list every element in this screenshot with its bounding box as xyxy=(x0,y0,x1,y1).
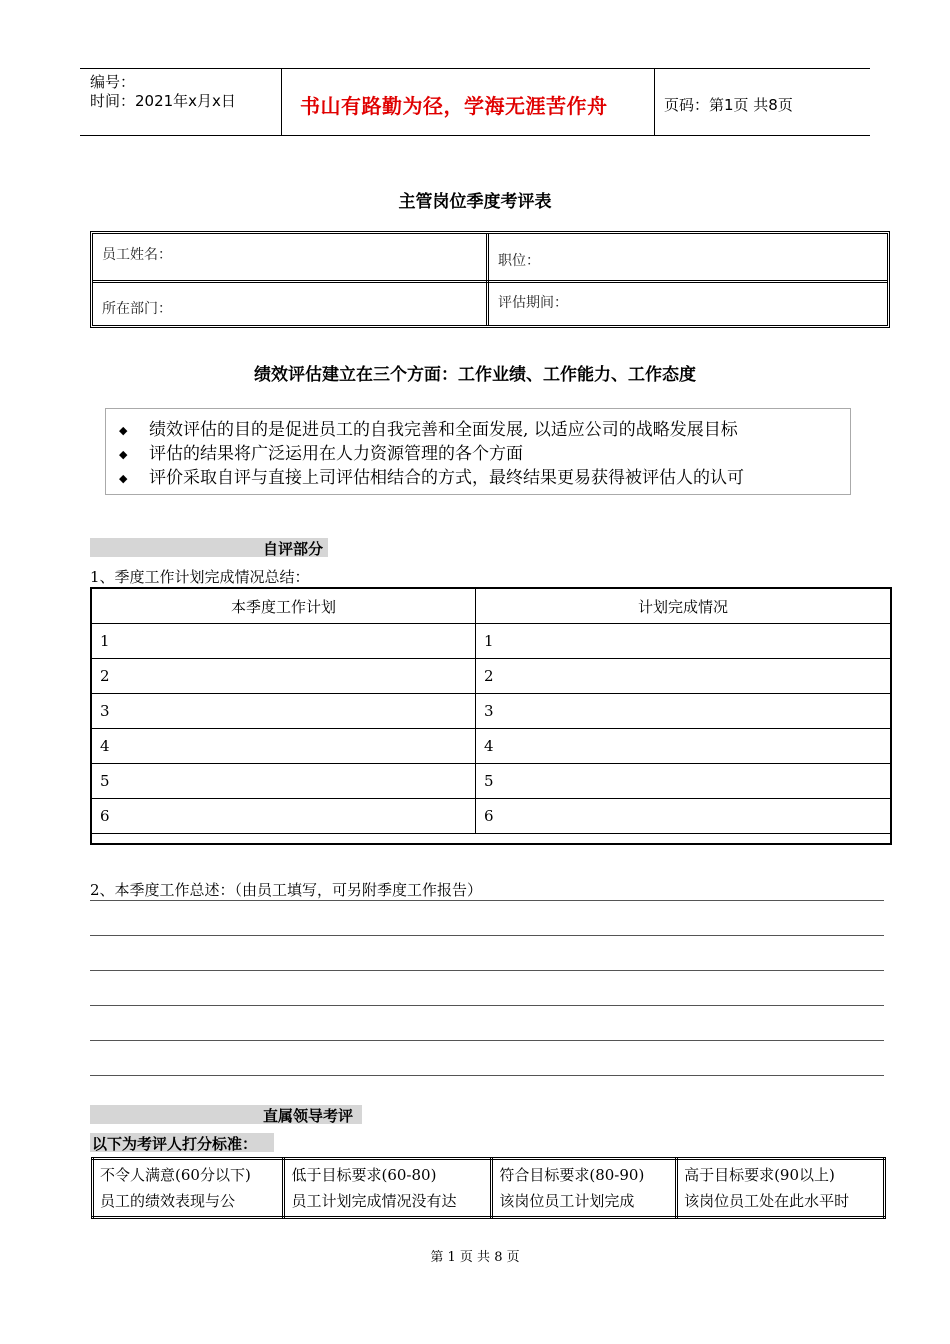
table-row xyxy=(92,659,891,694)
completion-cell[interactable]: 1 xyxy=(476,624,891,659)
writing-line[interactable] xyxy=(90,970,884,971)
plan-cell[interactable]: 6 xyxy=(92,799,476,834)
department-field[interactable]: 所在部门： xyxy=(102,301,172,317)
score-level-cell xyxy=(284,1159,492,1218)
score-level-cell xyxy=(492,1159,677,1218)
position-field[interactable]: 职位： xyxy=(498,253,540,269)
column-header: 本季度工作计划 xyxy=(92,589,476,624)
score-level-title: 低于目标要求(60-80) xyxy=(291,1166,437,1184)
page-counter: 页码：第1页 共8页 xyxy=(664,96,793,114)
score-level-desc: 该岗位员工处在此水平时 xyxy=(684,1192,850,1210)
header-top-rule xyxy=(80,68,870,69)
diamond-bullet-icon: ◆ xyxy=(119,472,128,485)
score-level-desc: 员工的绩效表现与公 xyxy=(100,1192,236,1210)
summary-question: 2、本季度工作总述：（由员工填写，可另附季度工作报告） xyxy=(90,881,483,899)
score-level-cell xyxy=(677,1159,885,1218)
header-bottom-rule xyxy=(80,135,870,136)
info-divider xyxy=(93,280,887,283)
scoring-standard-label: 以下为考评人打分标准： xyxy=(92,1135,258,1153)
score-level-title: 符合目标要求(80-90) xyxy=(499,1166,645,1184)
page-footer: 第 1 页 共 8 页 xyxy=(430,1250,520,1265)
diamond-bullet-icon: ◆ xyxy=(119,424,128,437)
list-item xyxy=(119,415,738,440)
completion-cell[interactable]: 5 xyxy=(476,764,891,799)
table-row xyxy=(93,1159,885,1218)
table-header-row xyxy=(92,589,891,624)
aspects-heading: 绩效评估建立在三个方面：工作业绩、工作能力、工作态度 xyxy=(254,365,696,385)
bullet-list xyxy=(105,408,851,495)
writing-line[interactable] xyxy=(90,1005,884,1006)
plan-cell[interactable]: 4 xyxy=(92,729,476,764)
list-item xyxy=(119,439,523,464)
plan-cell[interactable]: 5 xyxy=(92,764,476,799)
plan-cell[interactable]: 3 xyxy=(92,694,476,729)
writing-line[interactable] xyxy=(90,935,884,936)
score-level-desc: 该岗位员工计划完成 xyxy=(499,1192,635,1210)
bullet-text: 绩效评估的目的是促进员工的自我完善和全面发展, 以适应公司的战略发展目标 xyxy=(149,420,738,440)
column-header: 计划完成情况 xyxy=(476,589,891,624)
doc-time-label: 时间：2021年x月x日 xyxy=(90,92,236,110)
plan-table xyxy=(91,588,891,834)
writing-line[interactable] xyxy=(90,1075,884,1076)
table-row xyxy=(92,764,891,799)
table-row xyxy=(92,799,891,834)
page-title: 主管岗位季度考评表 xyxy=(398,192,552,212)
writing-line[interactable] xyxy=(90,1040,884,1041)
score-level-cell xyxy=(93,1159,284,1218)
employee-name-field[interactable]: 员工姓名： xyxy=(102,247,172,263)
completion-cell[interactable]: 6 xyxy=(476,799,891,834)
plan-cell[interactable]: 2 xyxy=(92,659,476,694)
bullet-text: 评估的结果将广泛运用在人力资源管理的各个方面 xyxy=(149,444,523,464)
header-divider xyxy=(281,68,282,135)
table-row xyxy=(92,624,891,659)
completion-cell[interactable]: 2 xyxy=(476,659,891,694)
evaluation-period-field[interactable]: 评估期间： xyxy=(498,295,568,311)
leader-eval-title: 直属领导考评 xyxy=(263,1107,354,1125)
table-row xyxy=(92,694,891,729)
self-eval-title: 自评部分 xyxy=(263,540,324,558)
completion-cell[interactable]: 3 xyxy=(476,694,891,729)
bullet-text: 评价采取自评与直接上司评估相结合的方式，最终结果更易获得被评估人的认可 xyxy=(149,468,744,488)
completion-cell[interactable]: 4 xyxy=(476,729,891,764)
plan-cell[interactable]: 1 xyxy=(92,624,476,659)
diamond-bullet-icon: ◆ xyxy=(119,448,128,461)
doc-number-label: 编号： xyxy=(90,73,136,91)
header-slogan: 书山有路勤为径，学海无涯苦作舟 xyxy=(300,94,608,118)
list-item xyxy=(119,463,744,488)
score-level-desc: 员工计划完成情况没有达 xyxy=(291,1192,457,1210)
score-level-title: 不令人满意(60分以下) xyxy=(100,1166,251,1184)
writing-line[interactable] xyxy=(90,900,884,901)
plan-question: 1、季度工作计划完成情况总结： xyxy=(90,568,310,586)
scoring-table xyxy=(91,1157,886,1219)
score-level-title: 高于目标要求(90以上) xyxy=(684,1166,835,1184)
table-row xyxy=(92,729,891,764)
info-divider xyxy=(486,234,489,325)
header-divider xyxy=(654,68,655,135)
